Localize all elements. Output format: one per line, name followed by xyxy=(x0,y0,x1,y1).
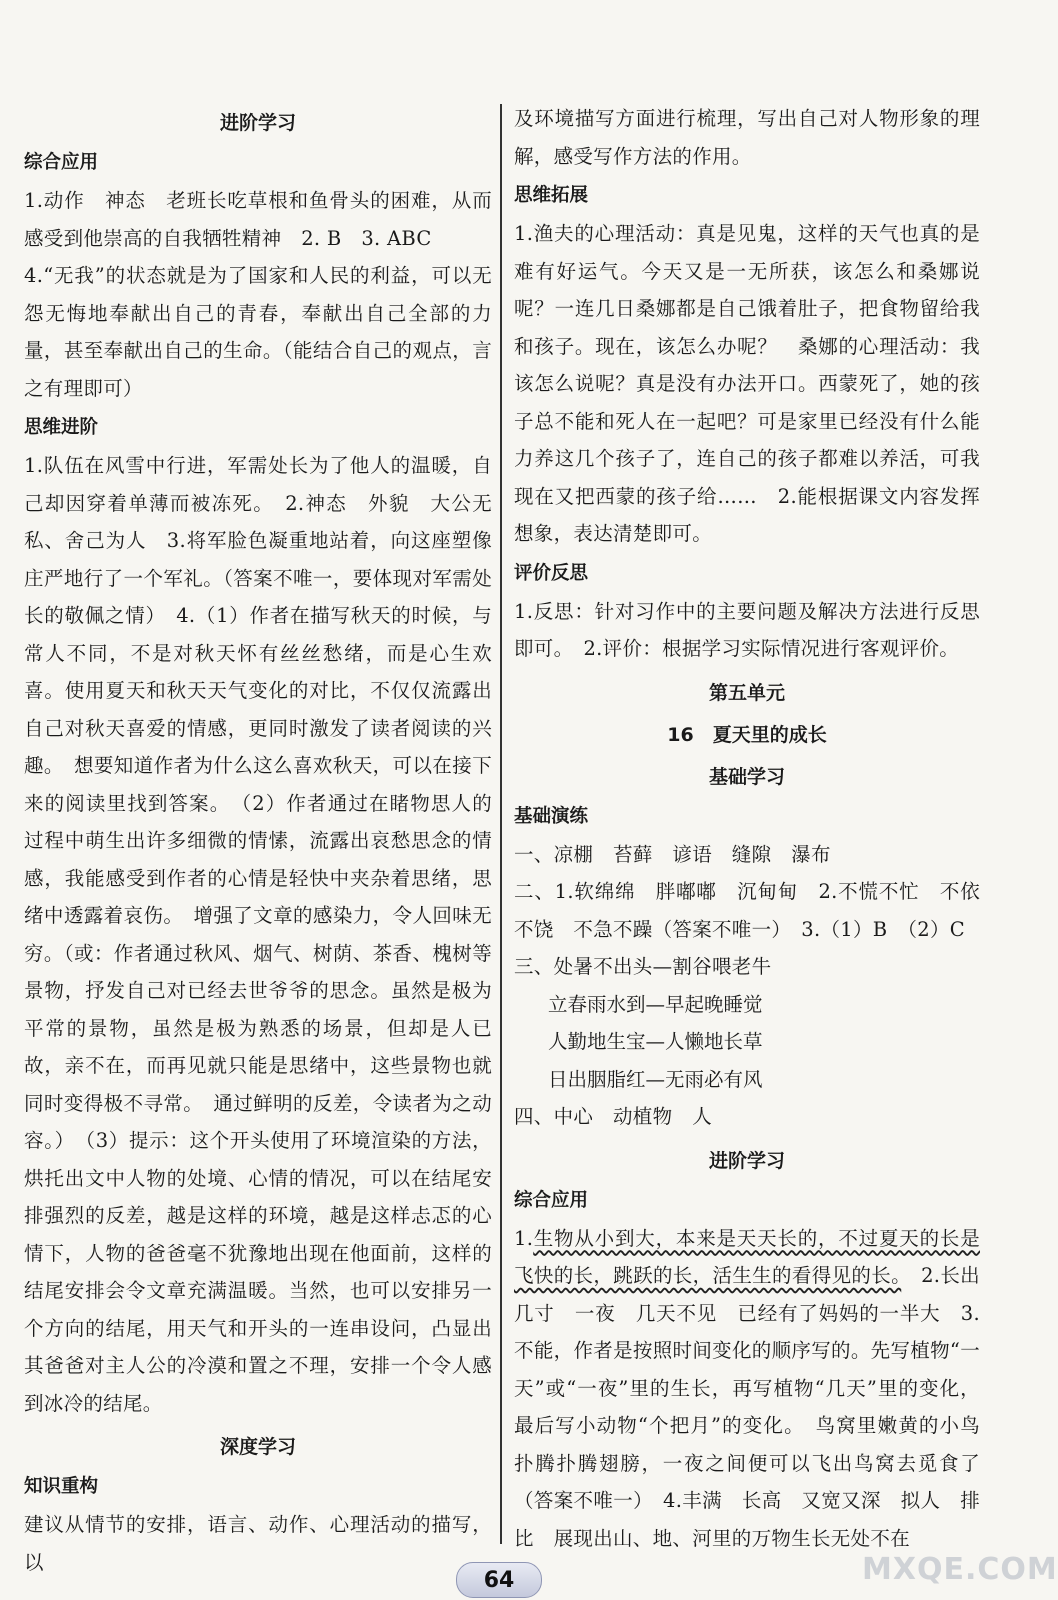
right-column xyxy=(514,100,980,1557)
proverb-line: 日出胭脂红—无雨必有风 xyxy=(548,1067,763,1091)
answer-paragraph xyxy=(514,1220,980,1558)
answer-line: 三、处暑不出头—割谷喂老牛 xyxy=(514,955,772,978)
answer-text: 2.长出几寸 一夜 几天不见 已经有了妈妈的一半大 3.不能，作者是按照时间变化的顺序写的。先写植物“一天”或“一夜”里的生长，再写植物“几天”里的变化，最后写小动物“个把月”的变化。 鸟窝里嫩黄的小鸟扑腾扑腾翅膀，一夜之间便可以飞出鸟窝去觅食了（答案不唯一） 4.丰满 长高 又宽又深 拟人 排比 展现出山、地、河里的万物生长无处不在 xyxy=(514,1264,980,1550)
wavy-underlined-sentence: 生物从小到大，本来是天天长的，不过夏天的长是飞快的长，跳跃的长，活生生的看得见的长。 xyxy=(514,1226,980,1287)
answer-number: 1. xyxy=(514,1226,534,1250)
answer-line: 二、1.软绵绵 胖嘟嘟 沉甸甸 2.不慌不忙 不依不饶 不急不躁（答案不唯一） 3.（1）B （2）C xyxy=(514,880,980,941)
answer-line: 四、中心 动植物 人 xyxy=(514,1105,713,1128)
left-column xyxy=(24,98,492,1581)
section-title-deep-learning: 深度学习 xyxy=(219,1436,296,1458)
page-number-badge: 64 xyxy=(456,1562,542,1598)
subsection-thinking-expansion: 思维拓展 xyxy=(514,185,589,206)
answer-paragraph: 及环境描写方面进行梳理，写出自己对人物形象的理解，感受写作方法的作用。 xyxy=(514,107,980,168)
section-title-basic-learning: 基础学习 xyxy=(708,765,785,788)
answer-line: 一、凉棚 苔藓 谚语 缝隙 瀑布 xyxy=(514,842,831,866)
answer-paragraph: 1.动作 神态 老班长吃草根和鱼骨头的困难，从而感受到他崇高的自我牺牲精神 2. B 3. ABC xyxy=(24,189,492,250)
subsection-evaluation-reflection: 评价反思 xyxy=(514,562,589,584)
answer-paragraph: 1.反思：针对习作中的主要问题及解决方法进行反思即可。 2.评价：根据学习实际情况进行客观评价。 xyxy=(514,599,980,660)
section-title-advanced-learning: 进阶学习 xyxy=(708,1149,785,1172)
watermark-logo: MXQE.COM xyxy=(862,1552,1058,1587)
subsection-basic-practice: 基础演练 xyxy=(514,805,589,827)
subsection-comprehensive-application: 综合应用 xyxy=(514,1189,589,1211)
proverb-line: 立春雨水到—早起晚睡觉 xyxy=(548,992,763,1016)
lesson-title: 16 夏天里的成长 xyxy=(667,723,827,746)
answer-paragraph: 4.“无我”的状态就是为了国家和人民的利益，可以无怨无悔地奉献出自己的青春，奉献出自己全部的力量，甚至奉献出自己的生命。（能结合自己的观点，言之有理即可） xyxy=(24,264,492,400)
answer-paragraph: 1.渔夫的心理活动：真是见鬼，这样的天气也真的是难有好运气。今天又是一无所获，该怎么和桑娜说呢？一连几日桑娜都是自己饿着肚子，把食物留给我和孩子。现在，该怎么办呢？ 桑娜的心理活动：我该怎么说呢？真是没有办法开口。西蒙死了，她的孩子总不能和死人在一起吧？可是家里已经没有什么能力养这几个孩子了，连自己的孩子都难以养活，可我现在又把西蒙的孩子给…… 2.能根据课文内容发挥想象，表达清楚即可。 xyxy=(514,222,980,545)
answer-paragraph: 建议从情节的安排，语言、动作、心理活动的描写，以 xyxy=(24,1513,492,1574)
answer-paragraph: 1.队伍在风雪中行进，军需处长为了他人的温暖，自己却因穿着单薄而被冻死。 2.神态 外貌 大公无私、舍己为人 3.将军脸色凝重地站着，向这座塑像庄严地行了一个军礼。（答案不唯一，要体现对军需处长的敬佩之情） 4.（1）作者在描写秋天的时候，与常人不同，不是对秋天怀有丝丝愁绪，而是心生欢喜。使用夏天和秋天天气变化的对比，不仅仅流露出自己对秋天喜爱的情感，更同时激发了读者阅读的兴趣。 想要知道作者为什么这么喜欢秋天，可以在接下来的阅读里找到答案。 （2）作者通过在睹物思人的过程中萌生出许多细微的情愫，流露出哀愁思念的情感，我能感受到作者的心情是轻快中夹杂着思绪，思绪中透露着哀伤。 增强了文章的感染力，令人回味无穷。（或：作者通过秋风、烟气、树荫、茶香、槐树等景物，抒发自己对已经去世爷爷的思念。虽然是极为平常的景物，虽然是极为熟悉的场景，但却是人已故，亲不在，而再见就只能是思绪中，这些景物也就同时变得极不寻常。 通过鲜明的反差，令读者为之动容。） （3）提示：这个开头使用了环境渲染的方法，烘托出文中人物的处境、心情的情况，可以在结尾安排强烈的反差，越是这样的环境，越是这样忐忑的心情下，人物的爸爸毫不犹豫地出现在他面前，这样的结尾安排会令文章充满温暖。当然，也可以安排另一个方向的结尾，用天气和开头的一连串设问，凸显出其爸爸对主人公的冷漠和置之不理，安排一个令人感到冰冷的结尾。 xyxy=(24,454,492,1415)
subsection-knowledge-reconstruction: 知识重构 xyxy=(24,1476,99,1497)
subsection-thinking-advance: 思维进阶 xyxy=(24,417,99,438)
unit-title: 第五单元 xyxy=(708,681,785,704)
section-title-advanced-learning: 进阶学习 xyxy=(219,112,296,134)
proverb-line: 人勤地生宝—人懒地长草 xyxy=(548,1030,763,1053)
subsection-comprehensive-application: 综合应用 xyxy=(24,152,99,173)
column-divider xyxy=(500,104,502,1544)
